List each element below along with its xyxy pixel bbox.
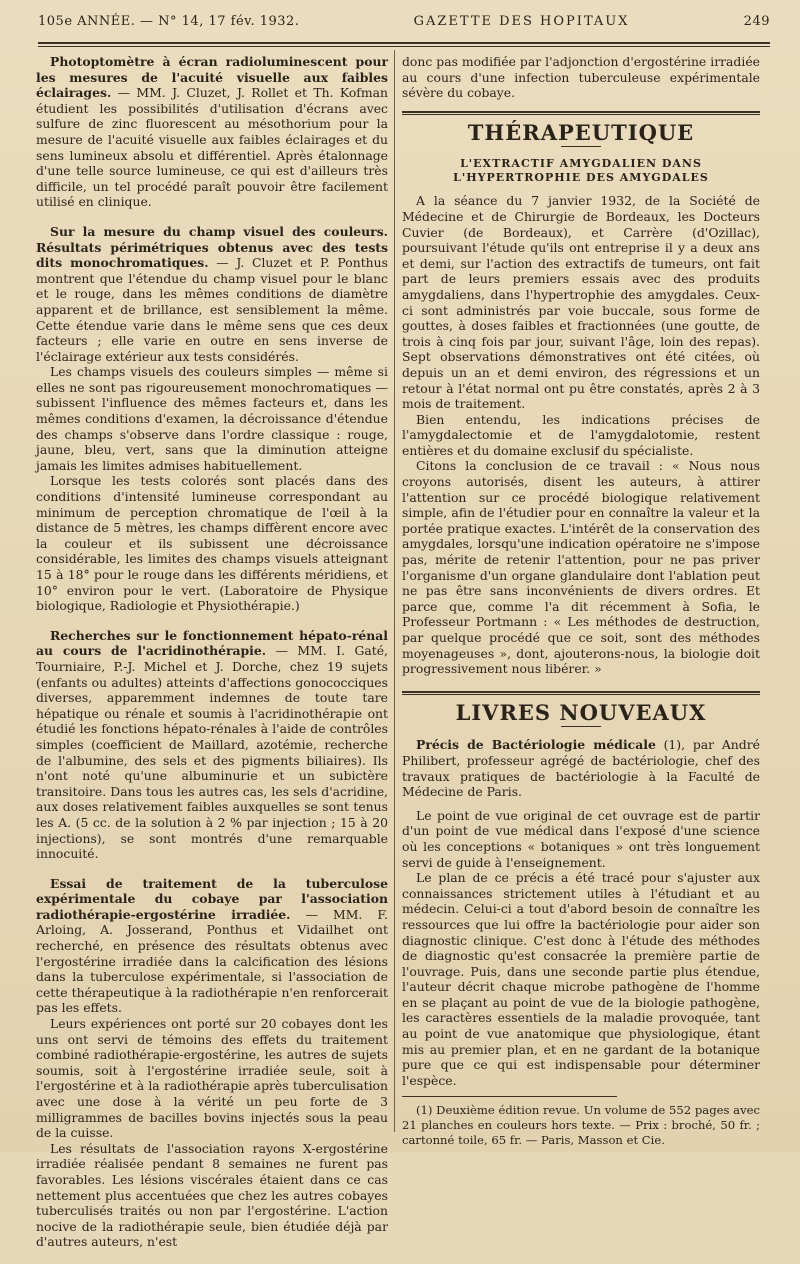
page-header <box>38 14 770 40</box>
footnote: (1) Deuxième édition revue. Un volume de 552 pages avec 21 planches en couleurs hors texte. — Prix : broché, 50 fr. ; cartonné toile, 65 fr. — Paris, Masson et Cie. <box>402 1103 760 1147</box>
section-rule-thin <box>402 694 760 695</box>
therapeutique-paragraph: Bien entendu, les indications précises de l'amygdalectomie et de l'amygdalotomie, restent entières et du domaine exclusif du spécialiste. <box>402 411 760 458</box>
article-title: Essai de traitement de la tuberculose expérimentale du cobaye par l'association radiothérapie-ergostérine irradiée. <box>36 875 388 922</box>
article-champ-visuel <box>36 224 388 614</box>
book-review <box>402 737 760 1147</box>
article-paragraph: Leurs expériences ont porté sur 20 cobayes dont les uns ont servi de témoins des effets du traitement combiné radiothérapie-ergostérine, les autres de sujets soumis, soit à l'ergostérine irradiée seule, soit à l'ergostérine et à la radiothérapie après tuberculisation avec une dose à la vérité un peu forte de 3 milligrammes de bacilles bovins injectés sous la peau de la cuisse. <box>36 1016 388 1141</box>
book-meta: (1), par André Philibert, professeur agrégé de bactériologie, chef des travaux pratiques de bactériologie à la Faculté de Médecine de Paris. <box>402 737 760 800</box>
article-paragraph: Les résultats de l'association rayons X-ergostérine irradiée réalisée pendant 8 semaines ne furent pas favorables. Les lésions viscérales étaient dans ce cas nettement plus accentuées que chez les autres cobayes tuberculisés traités ou non par l'ergostérine. L'action nocive de la radiothérapie seule, bien étudiée déjà par d'autres auteurs, n'est <box>36 1140 388 1250</box>
article-acridinotherapie <box>36 628 388 862</box>
section-rule <box>402 111 760 113</box>
therapeutique-paragraph: Citons la conclusion de ce travail : « Nous nous croyons autorisés, disent les auteurs, à attirer l'attention sur ce procédé biologique relativement simple, afin de l'étudier pour en connaître la valeur et la portée pratique exactes. L'intérêt de la conservation des amygdales, lorsqu'une indication opératoire ne s'impose pas, mérite de retenir l'attention, pour ne pas priver l'organisme d'un organe glandulaire dont l'ablation peut ne pas être sans inconvénients de divers ordres. Et parce que, comme l'a dit récemment à Sofia, le Professeur Portmann : « Les méthodes de destruction, par quelque procédé que ce soit, sont des méthodes moyenageuses », dont, ajouterons-nous, la biologie doit progressivement nous libérer. » <box>402 458 760 677</box>
section-heading-livres: LIVRES NOUVEAUX <box>455 699 707 725</box>
section-rule-thin <box>402 114 760 115</box>
article-title: Sur la mesure du champ visuel des couleurs. Résultats périmétriques obtenus avec des tests dits monochromatiques. <box>36 223 388 271</box>
article-photoptometre <box>36 54 388 210</box>
column-divider <box>394 50 395 1132</box>
book-title: Précis de Bactériologie médicale <box>416 737 656 753</box>
article-tuberculose <box>36 876 388 1250</box>
article-title: Photoptomètre à écran radioluminescent pour les mesures de l'acuité visuelle aux faibles éclairages. <box>36 54 388 101</box>
article-body: — MM. I. Gaté, Tourniaire, P.-J. Michel et J. Dorche, chez 19 sujets (enfants ou adultes) atteints d'affections gonococciques diverses, apparemment indemnes de toute tare hépatique ou rénale et soumis à l'acridinothérapie ont étudié les fonctions hépato-rénales à l'aide de contrôles simples (coefficient de Maillard, azotémie, recherche de l'albumine, des sels et des pigments biliaires). Ils n'ont noté qu'une albuminurie et un subictère transitoire. Dans tous les autres cas, les sels d'acridine, aux doses relativement faibles auxquelles se sont tenus les A. (5 cc. de la solution à 2 % par injection ; 15 à 20 injections), se sont montrés d'une remarquable innocuité. <box>36 643 388 862</box>
therapeutique-paragraph: A la séance du 7 janvier 1932, de la Société de Médecine et de Chirurgie de Bordeaux, les Docteurs Cuvier (de Bordeaux), et Carrère (d'Ozillac), poursuivant l'étude qu'ils ont entreprise il y a deux ans et demi, sur l'action des extractifs de tumeurs, ont fait part de leurs premiers essais avec des produits amygdaliens, dans l'hypertrophie des amygdales. Ceux-ci sont administrés par voie buccale, sous forme de gouttes, à doses faibles et fractionnées (une goutte, de trois à cinq fois par jour, suivant l'âge, loin des repas). Sept observations démonstratives ont été citées, où depuis un an et demi environ, des régressions et un retour à l'état normal ont pu être constatés, après 2 à 3 mois de traitement. <box>402 193 760 412</box>
continuation-text: donc pas modifiée par l'adjonction d'ergostérine irradiée au cours d'une infection tuberculeuse expérimentale sévère du cobaye. <box>402 54 760 101</box>
journal-title: GAZETTE DES HOPITAUX <box>413 14 630 29</box>
article-paragraph: Les champs visuels des couleurs simples — même si elles ne sont pas rigoureusement monochromatiques — subissent l'influence des mêmes facteurs et, dans les mêmes conditions d'examen, la décroissance d'étendue des champs s'observe dans l'ordre classique : rouge, jaune, bleu, vert, sans que la diminution atteigne jamais les limites admises habituellement. <box>36 364 388 473</box>
book-paragraph: Le plan de ce précis a été tracé pour s'ajuster aux connaissances strictement utiles à l'étudiant et au médecin. Celui-ci a tout d'abord besoin de connaître les ressources que lui offre la bactériologie pour aider son diagnostic clinique. C'est donc à l'étude des méthodes de diagnostic qu'est consacrée la première partie de l'ouvrage. Puis, dans une seconde partie plus étendue, l'auteur décrit chaque microbe pathogène de l'homme en se plaçant au point de vue de la biologie pathogène, les caractères essentiels de la maladie provoquée, tant au point de vue anatomique que physiologique, étant mis au premier plan, et en ne gardant de la botanique pure que ce qui est indispensable pour déterminer l'espèce. <box>402 870 760 1088</box>
article-body: — J. Cluzet et P. Ponthus montrent que l'étendue du champ visuel pour le blanc et le rouge, dans les mêmes conditions de diamètre apparent et de brillance, est sensiblement la même. Cette étendue varie dans le même sens que ces deux facteurs ; elle varie en outre en sens inverse de l'éclairage extérieur aux tests considérés. <box>36 255 388 364</box>
article-title-amygdalien: L'EXTRACTIF AMYGDALIEN DANS L'HYPERTROPHIE DES AMYGDALES <box>453 157 709 185</box>
footnote-rule <box>402 1096 617 1097</box>
header-rule <box>38 42 770 44</box>
article-body: — MM. F. Arloing, A. Josserand, Ponthus et Vidailhet ont recherché, en présence des résultats obtenus avec l'ergostérine irradiée dans la calcification des lésions dans la tuberculose expérimentale, si l'association de cette thérapeutique à la radiothérapie n'en renforcerait pas les effets. <box>36 906 388 1016</box>
heading-underline <box>561 146 601 147</box>
article-paragraph: Lorsque les tests colorés sont placés dans des conditions d'intensité lumineuse correspondant au minimum de perception chromatique de l'œil à la distance de 5 mètres, les champs diffèrent encore avec la couleur et ils subissent une décroissance considérable, les limites des champs visuels atteignant 15 à 18° pour le rouge dans les différents méridiens, et 10° environ pour le vert. (Laboratoire de Physique biologique, Radiologie et Physiothérapie.) <box>36 473 388 614</box>
heading-underline <box>561 726 601 727</box>
header-rule-thin <box>38 46 770 47</box>
right-column <box>402 54 760 1147</box>
article-title: Recherches sur le fonctionnement hépato-rénal au cours de l'acridinothérapie. <box>36 627 388 659</box>
book-paragraph: Le point de vue original de cet ouvrage est de partir d'un point de vue médical dans l'exposé d'une science où les conceptions « botaniques » ont très longuement servi de guide à l'enseignement. <box>402 807 760 870</box>
section-heading-therapeutique: THÉRAPEUTIQUE <box>467 119 695 145</box>
running-header: 105e ANNÉE. — N° 14, 17 fév. 1932. <box>38 14 300 29</box>
section-rule <box>402 691 760 693</box>
article-body: — MM. J. Cluzet, J. Rollet et Th. Kofman étudient les possibilités d'utilisation d'écrans avec sulfure de zinc fluorescent au mésothorium pour la mesure de l'acuité visuelle aux faibles éclairages et du sens lumineux absolu et différentiel. Après étalonnage d'une telle source lumineuse, ce qui est d'ailleurs très difficile, un tel procédé paraît pouvoir être facilement utilisé en clinique. <box>36 85 388 210</box>
left-column <box>36 54 388 1264</box>
page-number: 249 <box>743 14 770 29</box>
